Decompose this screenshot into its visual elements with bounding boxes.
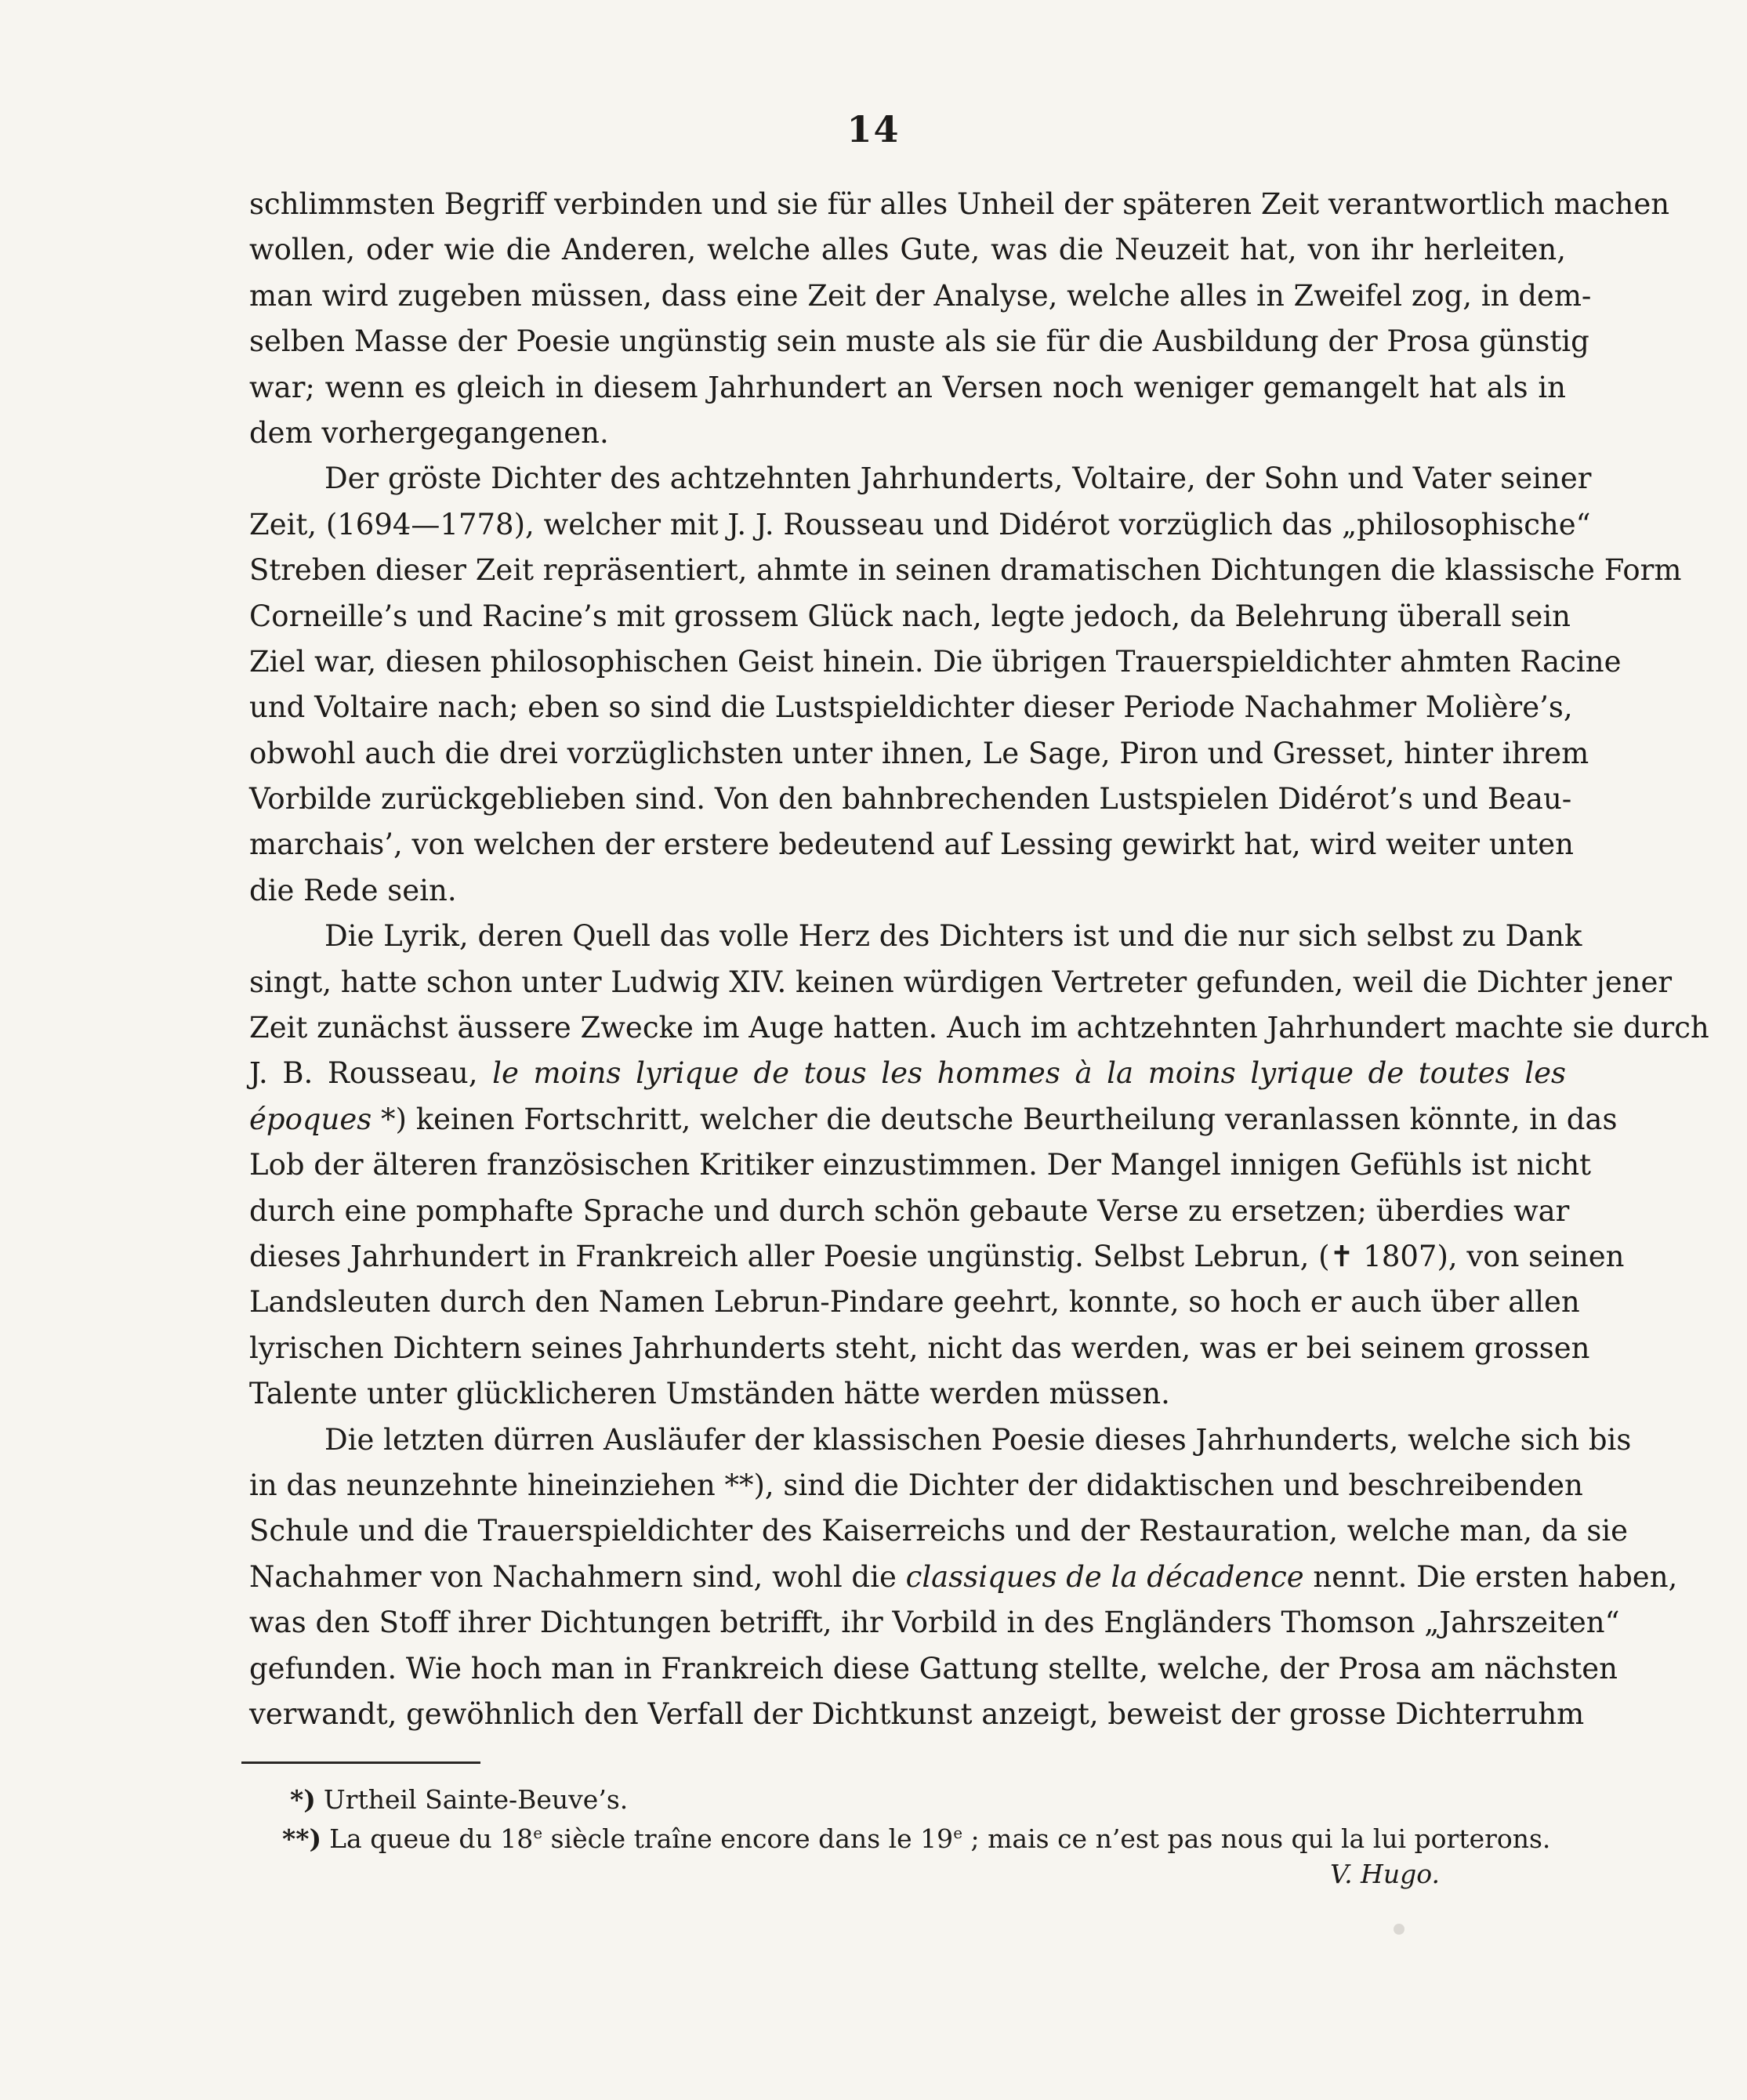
text-line: Schule und die Trauerspieldichter des Kaiserreichs und der Restauration, welche man, da sie bbox=[249, 1514, 1629, 1548]
text-line-with-quote bbox=[249, 1097, 1618, 1142]
text-line: wollen, oder wie die Anderen, welche alles Gute, was die Neuzeit hat, von ihr herleiten, bbox=[249, 233, 1566, 267]
text-line: Landsleuten durch den Namen Lebrun-Pindare geehrt, konnte, so hoch er auch über allen bbox=[249, 1285, 1580, 1320]
text-line: lyrischen Dichtern seines Jahrhunderts steht, nicht das werden, was er bei seinem grossen bbox=[249, 1331, 1590, 1365]
footnote bbox=[282, 1819, 1551, 1859]
footnote-divider bbox=[241, 1761, 480, 1764]
text-line: Zeit zunächst äussere Zwecke im Auge hatten. Auch im achtzehnten Jahrhundert machte sie durch bbox=[249, 1011, 1709, 1045]
footnote bbox=[290, 1780, 1497, 1819]
text-line: und Voltaire nach; eben so sind die Lustspieldichter dieser Periode Nachahmer Molière’s, bbox=[249, 690, 1573, 725]
body-text bbox=[249, 182, 1709, 1737]
signature: V. Hugo. bbox=[1330, 1859, 1440, 1889]
italic-phrase: classiques de la décadence bbox=[905, 1559, 1304, 1594]
footnote-mark: *) bbox=[290, 1784, 316, 1815]
footnote-text: La queue du 18 bbox=[329, 1823, 534, 1854]
footnote-ref: *) bbox=[372, 1102, 407, 1136]
text-line: Vorbilde zurückgeblieben sind. Von den bahnbrechenden Lustspielen Didérot’s und Beau- bbox=[249, 782, 1572, 816]
text-line: Zeit, (1694—1778), welcher mit J. J. Rousseau und Didérot vorzüglich das „philosophische“ bbox=[249, 507, 1591, 541]
text-line: Corneille’s und Racine’s mit grossem Glück nach, legte jedoch, da Belehrung überall sein bbox=[249, 599, 1571, 633]
text-line: durch eine pomphafte Sprache und durch schön gebaute Verse zu ersetzen; überdies war bbox=[249, 1193, 1570, 1228]
text-line-with-quote bbox=[249, 1051, 1566, 1096]
footnote-text: siècle traîne encore dans le 19 bbox=[542, 1823, 954, 1854]
text-line: Streben dieser Zeit repräsentiert, ahmte in seinen dramatischen Dichtungen die klassische Form bbox=[249, 553, 1682, 588]
text-line: dieses Jahrhundert in Frankreich aller Poesie ungünstig. Selbst Lebrun, (✝ 1807), von seinen bbox=[249, 1239, 1625, 1273]
text-run: nennt. Die ersten haben, bbox=[1313, 1559, 1678, 1594]
text-line: dem vorhergegangenen. bbox=[249, 415, 609, 450]
text-line: marchais’, von welchen der erstere bedeutend auf Lessing gewirkt hat, wird weiter unten bbox=[249, 827, 1575, 862]
superscript: e bbox=[533, 1823, 543, 1842]
text-line-with-italic bbox=[249, 1555, 1678, 1600]
page-number: 14 bbox=[846, 108, 901, 150]
italic-quote: le moins lyrique de tous les hommes à la moins lyrique de toutes les bbox=[492, 1056, 1566, 1091]
footnotes bbox=[282, 1780, 1551, 1859]
footnote-text: ; mais ce n’est pas nous qui la lui porterons. bbox=[962, 1823, 1551, 1854]
italic-quote: époques bbox=[249, 1102, 372, 1136]
footnote-text: Urtheil Sainte-Beuve’s. bbox=[323, 1784, 629, 1815]
text-line: Lob der älteren französischen Kritiker einzustimmen. Der Mangel innigen Gefühls ist nicht bbox=[249, 1148, 1592, 1182]
text-run: J. B. Rousseau, bbox=[249, 1056, 478, 1091]
paragraph-start: Der gröste Dichter des achtzehnten Jahrhunderts, Voltaire, der Sohn und Vater seiner bbox=[324, 462, 1592, 496]
text-line: die Rede sein. bbox=[249, 873, 457, 907]
text-line: Ziel war, diesen philosophischen Geist hinein. Die übrigen Trauerspieldichter ahmten Racine bbox=[249, 644, 1622, 679]
text-line: obwohl auch die drei vorzüglichsten unter ihnen, Le Sage, Piron und Gresset, hinter ihrem bbox=[249, 736, 1589, 770]
text-line: Talente unter glücklicheren Umständen hätte werden müssen. bbox=[249, 1377, 1170, 1411]
text-run: Nachahmer von Nachahmern sind, wohl die bbox=[249, 1559, 897, 1594]
text-line: singt, hatte schon unter Ludwig XIV. keinen würdigen Vertreter gefunden, weil die Dichter jener bbox=[249, 965, 1673, 999]
text-line: selben Masse der Poesie ungünstig sein muste als sie für die Ausbildung der Prosa günstig bbox=[249, 324, 1589, 359]
text-line: in das neunzehnte hineinziehen **), sind die Dichter der didaktischen und beschreibenden bbox=[249, 1468, 1583, 1502]
text-run: keinen Fortschritt, welcher die deutsche Beurtheilung veranlassen könnte, in das bbox=[415, 1102, 1618, 1136]
text-line: gefunden. Wie hoch man in Frankreich diese Gattung stellte, welche, der Prosa am nächsten bbox=[249, 1651, 1618, 1685]
text-line: verwandt, gewöhnlich den Verfall der Dichtkunst anzeigt, beweist der grosse Dichterruhm bbox=[249, 1696, 1585, 1731]
stain-mark bbox=[1394, 1924, 1404, 1935]
text-line: schlimmsten Begriff verbinden und sie für alles Unheil der späteren Zeit verantwortlich machen bbox=[249, 187, 1670, 221]
superscript: e bbox=[953, 1823, 963, 1842]
text-line: war; wenn es gleich in diesem Jahrhundert an Versen noch weniger gemangelt hat als in bbox=[249, 370, 1566, 404]
text-line: man wird zugeben müssen, dass eine Zeit der Analyse, welche alles in Zweifel zog, in dem- bbox=[249, 278, 1592, 313]
footnote-mark: **) bbox=[282, 1823, 322, 1854]
text-line: was den Stoff ihrer Dichtungen betrifft, ihr Vorbild in des Engländers Thomson „Jahrszeiten“ bbox=[249, 1606, 1620, 1640]
paragraph-start: Die letzten dürren Ausläufer der klassischen Poesie dieses Jahrhunderts, welche sich bis bbox=[324, 1422, 1632, 1457]
paragraph-start: Die Lyrik, deren Quell das volle Herz des Dichters ist und die nur sich selbst zu Dank bbox=[324, 919, 1582, 954]
